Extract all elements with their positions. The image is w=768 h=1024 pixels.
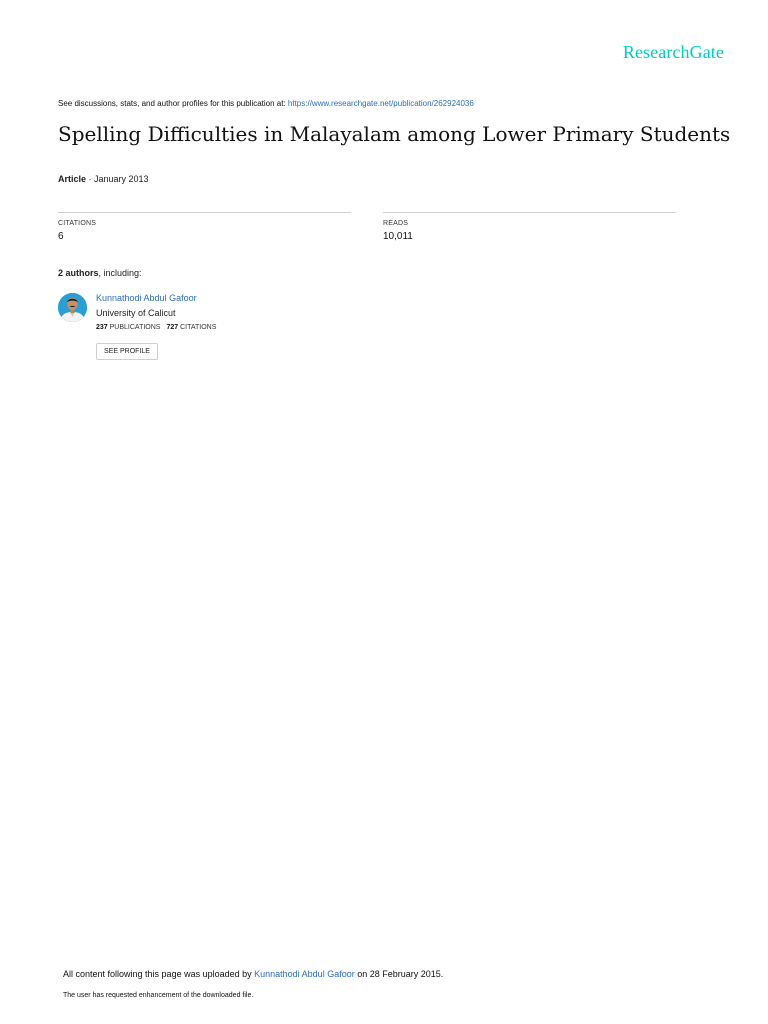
citations-label: CITATIONS: [58, 220, 97, 227]
upload-note: [63, 969, 443, 979]
citations-stat: [58, 212, 351, 242]
reads-stat: [383, 212, 676, 242]
author-publications-count: 237: [96, 324, 108, 331]
authors-count-number: 2 authors: [58, 268, 99, 278]
reads-label: READS: [383, 220, 409, 227]
author-stats: [96, 324, 216, 331]
publication-type: Article: [58, 174, 87, 184]
publication-title: Spelling Difficulties in Malayalam among Lower Primary Students: [58, 122, 731, 146]
enhancement-note: The user has requested enhancement of the downloaded file.: [63, 992, 254, 999]
author-citations-count: 727: [166, 324, 179, 331]
author-avatar[interactable]: [58, 293, 87, 322]
authors-count-suffix: , including:: [98, 268, 142, 278]
upload-suffix: on 28 February 2015.: [354, 969, 444, 979]
author-photo-icon: [58, 293, 87, 322]
discussion-note: [58, 99, 474, 108]
reads-value: 10,011: [383, 231, 413, 242]
see-profile-button[interactable]: SEE PROFILE: [96, 343, 158, 360]
author-institution: University of Calicut: [96, 308, 176, 318]
author-name-link[interactable]: Kunnathodi Abdul Gafoor: [96, 293, 197, 303]
publication-meta: [58, 174, 149, 184]
author-citations-label: CITATIONS: [180, 324, 217, 331]
authors-count: [58, 268, 142, 278]
researchgate-logo[interactable]: ResearchGate: [622, 42, 724, 62]
uploader-link[interactable]: Kunnathodi Abdul Gafoor: [254, 969, 355, 979]
citations-value: 6: [58, 231, 64, 242]
upload-prefix: All content following this page was uploaded by: [63, 969, 255, 979]
author-publications-label: PUBLICATIONS: [109, 324, 161, 331]
publication-url-link[interactable]: https://www.researchgate.net/publication/262924036: [287, 99, 474, 108]
publication-date: · January 2013: [86, 174, 149, 184]
discussion-text: See discussions, stats, and author profiles for this publication at:: [58, 99, 288, 108]
